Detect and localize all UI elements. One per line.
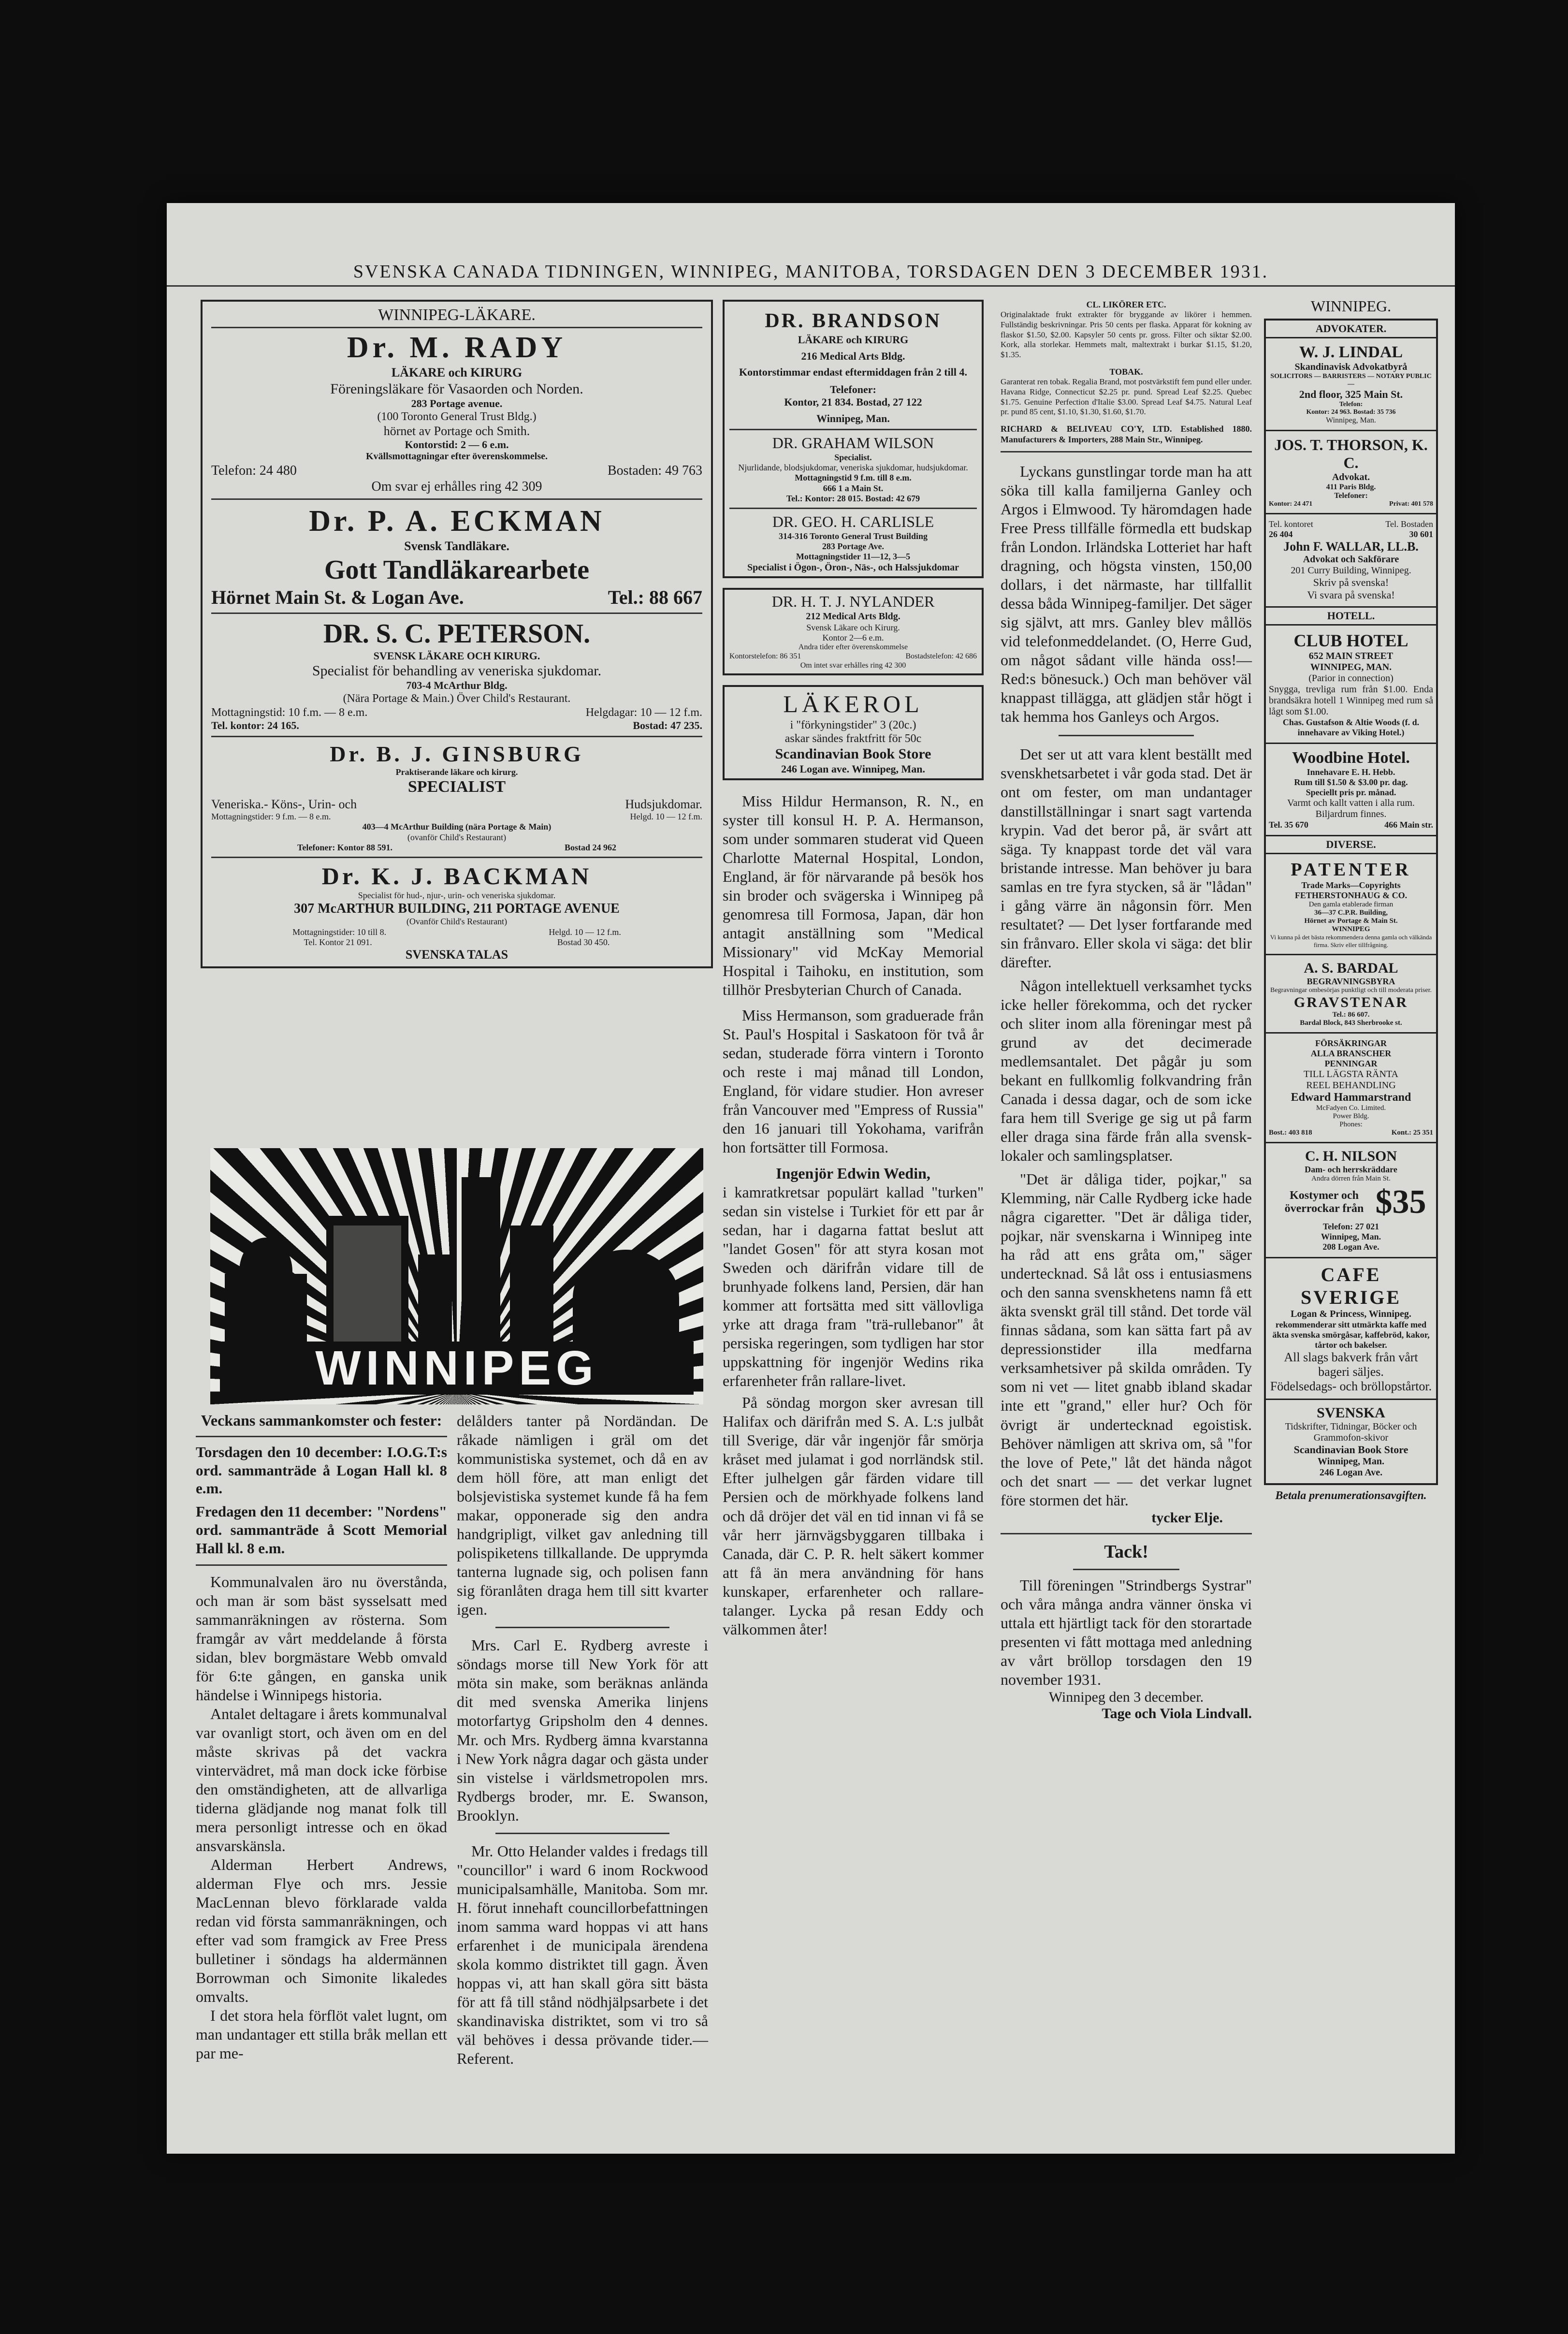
winnipeg-banner-image [210, 1148, 703, 1404]
ad-line: LÄKARE och KIRURG [798, 333, 909, 346]
ad-line: Tel. kontoret [1269, 519, 1313, 529]
doctors-box [201, 300, 713, 968]
ad-line: Advokat och Sakförare [1303, 554, 1399, 565]
ad-line: Phones: [1339, 1120, 1363, 1128]
column-5 [1264, 297, 1438, 1503]
ad-phone: Kontorstelefon: 86 351 [729, 652, 801, 660]
ad-phone: Tel.: Kontor: 28 015. Bostad: 42 679 [786, 493, 920, 503]
ad-line: Veneriska.- Köns-, Urin- och [211, 797, 357, 811]
ad-phone: Kontor: 24 471 [1269, 500, 1313, 508]
ad-line: Telefon: [1339, 400, 1363, 408]
ad-line: (100 Toronto General Trust Bldg.) [377, 410, 537, 423]
ad-name: DR. H. T. J. NYLANDER [771, 593, 935, 611]
ad-line: Kvällsmottagningar efter överenskommelse. [365, 451, 548, 462]
column-3-text [723, 792, 984, 1639]
ad-line: Skandinavisk Advokatbyrå [1294, 361, 1408, 372]
ad-line: Kontor 2—6 e.m. [822, 632, 884, 642]
ad-patenter [1266, 854, 1436, 955]
paragraph: Mrs. Carl E. Rydberg avreste i söndags morse till New York för att möta sin make, som beräknas anlända dit med svenska Amerika linjens motorfartyg Gripsholm den 4 dennes. Mr. och Mrs. Rydberg ämna kvarstanna i New York några dagar och gästa under sin vistelse i världsmetropolen mrs. Rydbergs broder, mr. E. Swanson, Brooklyn. [457, 1636, 708, 1824]
paragraph: Miss Hildur Hermanson, R. N., en syster till konsul H. P. A. Hermanson, som under sommaren studerat vid Queen Charlotte Maternal Hospital, London, England, är för närvarande på besök hos sin broder och svägerska i Winnipeg på genomresa till Formosa, Japan, där hon antagit anställning som "Medical Missionary" vid McKay Memorial Hospital i Taihoku, en institution, som tillhör Presbyterian Church of Canada. [723, 792, 984, 998]
ad-line: Föreningsläkare för Vasaorden och Norden. [330, 380, 583, 397]
ad-line: Mottagningstid: 10 f.m. — 8 e.m. [211, 706, 368, 719]
ad-phones [729, 652, 977, 661]
ad-name: Dr. M. RADY [347, 331, 567, 365]
ad-line: Rum till $1.50 & $3.00 pr. dag. [1294, 777, 1408, 787]
ad-name: John F. WALLAR, LL.B. [1283, 539, 1419, 554]
ad-price: $35 [1375, 1183, 1426, 1221]
ad-line: Mottagningstider: 9 f.m. — 8 e.m. [211, 812, 331, 822]
ad-phone: Tel.: 86 607. [1332, 1010, 1370, 1019]
ad-address [211, 586, 702, 609]
ad-phone: Bostadstelefon: 42 686 [905, 652, 977, 660]
ad-line: Om intet svar erhålles ring 42 300 [800, 661, 906, 670]
ad-phones [1269, 820, 1433, 830]
ad-line: Gott Tandläkarearbete [324, 554, 590, 585]
ad-line: Bardal Block, 843 Sherbrooke st. [1300, 1019, 1402, 1027]
tack-place: Winnipeg den 3 december. [1048, 1689, 1204, 1705]
newspaper-page [167, 203, 1455, 2154]
ad-club-hotel [1266, 626, 1436, 744]
ad-phone: Bost.: 403 818 [1269, 1128, 1312, 1137]
ad-line: Vi kunna på det bästa rekommendera denna gamla och välkända firma. Skriv eller tillfrågning. [1270, 933, 1432, 948]
paragraph: Antalet deltagare i årets kommunalval var ovanligt stort, och även om en del måste skrivas på det vackra vintervädret, må man dock icke förbise den omständigheten, att de allvarliga tiderna glädjande nog manat folk till mera personligt intresse och en ökad ansvarskänsla. [196, 1705, 447, 1855]
ad-line: (ovanför Child's Restaurant) [407, 832, 507, 842]
column-4 [1001, 300, 1252, 1722]
paragraph: delålders tanter på Nordändan. De råkade nämligen i gräl om det kommunistiska systemet, och då en av dem höll före, att man enligt det bolsjevistiska systemet kunde få ha fem makar, opponerade sig den andra handgripligt, vilket gav anledning till polispiketens tillkallande. De upprymda tanterna lugnade sig, och polisen fann sig föranlåten draga hem till sitt kvarter igen. [457, 1412, 708, 1619]
ad-line: 283 Portage avenue. [411, 397, 503, 410]
ad-line: Den gamla etablerade firman [1308, 900, 1394, 908]
ad-line: All slags bakverk från vårt bageri säljes. [1284, 1350, 1418, 1379]
tack-title: Tack! [1104, 1541, 1148, 1562]
ad-name: SVENSKA [1317, 1404, 1385, 1421]
ad-wilson [729, 434, 977, 504]
ad-line: SPECIALIST [407, 778, 506, 796]
ad-line: 307 McARTHUR BUILDING, 211 PORTAGE AVENUE [294, 901, 620, 917]
ad-line: hörnet av Portage och Smith. [383, 423, 530, 438]
paragraph: Kommunalvalen äro nu överstånda, och man är som bäst sysselsatt med sammanräkningen av rösterna. Som framgår av vårt meddelande å första sidan, blev borgmästare Webb omvald för 6:te gången, en ganska unik händelse i Winnipegs historia. [196, 1573, 447, 1704]
ad-line: BEGRAVNINGSBYRA [1307, 976, 1395, 986]
ad-price-row [1269, 1183, 1433, 1222]
paragraph: På söndag morgon sker avresan till Halifax och därifrån med S. A. L:s julbåt till Sverige, där vår ingenjör får smörja kråset med julamat i god norrländsk stil. Efter julhelgen går färden vidare till Persien och de mörkhyade folkens land och då dröjer det väl en tid innan vi få se vår herr järnvägsbyggaren tillbaka i Canada, där C. P. R. helt säkert kommer att få än mera användning för hans kunskaper, erfarenheter och rallare-talanger. Lycka på resan Eddy och välkommen åter! [723, 1394, 984, 1638]
column-1 [201, 300, 713, 968]
ad-line: FÖRSÄKRINGAR [1315, 1038, 1387, 1048]
ad-line: Mottagningstid 9 f.m. till 8 e.m. [795, 473, 912, 483]
ad-line: Winnipeg, Man. [1321, 1231, 1381, 1241]
ad-line: Specialist för behandling av veneriska sjukdomar. [312, 663, 602, 679]
paragraph: Mr. Otto Helander valdes i fredags till "councillor" i ward 6 inom Rockwood municipalsamhälle, Manitoba. Som mr. H. förut innehaft councillorbefattningen inom samma ward hoppas vi att hans erfarenhet i de municipala ärendena skola kommo distriktet till gagn. Även hoppas vi, att han skall göra sitt bästa för att få till stånd nödhjälpsarbete i det skandinaviska distriktet, som vi tro så väl behöves i dessa prövande tider.—Referent. [457, 1842, 708, 2067]
ad-line: 201 Curry Building, Winnipeg. [1291, 565, 1411, 576]
ad-line: Tidskrifter, Tidningar, Böcker och Grammofon-skivor [1285, 1421, 1417, 1443]
ad-line: Helgdagar: 10 — 12 f.m. [585, 706, 702, 719]
ad-carlisle [729, 513, 977, 573]
tack-signature: Tage och Viola Lindvall. [1102, 1705, 1252, 1721]
ad-line: Kontorstimmar endast eftermiddagen från 2 till 4. [739, 366, 967, 379]
section-title: ADVOKATER. [1315, 322, 1387, 335]
ad-phone: Tel.: 88 667 [608, 586, 702, 608]
ad-phone: Privat: 401 578 [1389, 500, 1433, 508]
ad-line: Innehavare E. H. Hebb. [1307, 767, 1395, 777]
ad-name: Edward Hammarstrand [1291, 1091, 1411, 1104]
ad-line: GRAVSTENAR [1293, 994, 1408, 1010]
box-title: WINNIPEG-LÄKARE. [378, 306, 536, 324]
tobak-body: Garanterat ren tobak. Regalia Brand, mot postvärkstift fem pund eller under. Havana Ridge, Connecticut $2.25 pr. pund. Spread Leaf $2.25. Quebec $1.75. Genuine Perfection d'Italie $3.00. Spread Leaf $4.75. Natural Leaf pr. pund 85 cent, $1.10, $1.30, $1.60, $1.70. [1001, 377, 1252, 417]
ad-line: Helgd. 10 — 12 f.m. [630, 812, 702, 822]
ad-phones [1269, 519, 1433, 529]
ad-cafe-sverige [1266, 1258, 1436, 1400]
ad-line: Om svar ej erhålles ring 42 309 [371, 479, 542, 494]
ad-forsakringar [1266, 1034, 1436, 1143]
ad-line: Kostymer och överrockar från [1284, 1189, 1364, 1215]
ad-line: i "förkyningstider" 3 (20c.) [790, 718, 916, 731]
ad-line: Andra tider efter överenskommelse [798, 643, 908, 652]
ad-line: Specialist för hud-, njur-, urin- och veneriska sjukdomar. [358, 890, 556, 901]
ad-name: JOS. T. THORSON, K. C. [1274, 436, 1428, 471]
column-1-text [196, 1412, 447, 2063]
ad-line: 466 Main str. [1384, 819, 1433, 830]
richard-ad: RICHARD & BELIVEAU CO'Y, LTD. Established 1880. Manufacturers & Importers, 288 Main Str., Winnipeg. [1001, 424, 1252, 445]
doctors-box-2 [723, 300, 984, 578]
paragraph: Det ser ut att vara klent beställt med svenskhetsarbetet i vår goda stad. Det är ont om fester, om man undantager danstillställningar i snart sagt vartenda krypin. Vad det beror på, är svårt att säga. Ty knappast torde det väl vara bristande intresse. Man behöver ju bara samlas en tre fyra stycken, så är "lådan" i gång värre än någonsin förr. Men resultatet? — Det lyser fortfarande med sin frånvaro. Eller skola vi säga: det blir därefter. [1001, 745, 1252, 971]
ad-phone: 26 404 [1269, 529, 1293, 539]
ad-line: 36—37 C.P.R. Building, [1314, 908, 1388, 917]
ad-line: Winnipeg, Man. [1326, 416, 1376, 424]
ad-line: 652 MAIN STREET [1308, 650, 1394, 661]
ad-line: 314-316 Toronto General Trust Building [778, 531, 928, 541]
subscription-note: Betala prenumerationsavgiften. [1275, 1489, 1427, 1502]
tobak-title: TOBAK. [1109, 366, 1143, 377]
ad-line: Varmt och kallt vatten i alla rum. [1287, 797, 1415, 808]
ad-svenska-bookstore [1266, 1400, 1436, 1483]
ad-wallar [1266, 514, 1436, 608]
ad-phone: Tel. Kontor 21 091. [304, 937, 372, 947]
ad-line: Specialist i Ögon-, Öron-, Näs-, och Halssjukdomar [747, 562, 959, 573]
section-title: DIVERSE. [1326, 838, 1376, 850]
paragraph: Någon intellektuell verksamhet tycks icke heller förekomma, och det rycker och sliter inom alla föreningar mest på grund av det decimerade medlemsantalet. Det pågår ju som bekant en fullkomlig folkvandring från Canada i dessa dagar, och de som icke fara hem till Sverige ge sig ut på farm eller draga sina färde från alla svensk-lokaler och samlingsplatser. [1001, 977, 1252, 1165]
ad-name: DR. GEO. H. CARLISLE [772, 513, 934, 531]
ad-line: askar sändes fraktfritt för 50c [784, 732, 922, 745]
ad-line: ALLA BRANSCHER [1310, 1048, 1392, 1058]
ad-name: CAFE SVERIGE [1300, 1263, 1402, 1308]
paragraph: Till föreningen "Strindbergs Systrar" och våra många andra vänner önska vi uttala ett hjärtligt tack för den storartade presenten vi fått mottaga med anledning av vårt bröllop torsdagen den 19 november 1931. [1001, 1576, 1252, 1688]
ad-line: 403—4 McArthur Building (nära Portage & Main) [362, 822, 552, 832]
ad-line: TILL LÄGSTA RÄNTA [1303, 1068, 1399, 1079]
ad-line: 283 Portage Ave. [822, 541, 885, 552]
ad-line: Födelsedags- och bröllopstårtor. [1270, 1379, 1432, 1393]
ad-name: W. J. LINDAL [1299, 343, 1403, 361]
ad-name: LÄKEROL [783, 690, 923, 717]
ad-line: Chas. Gustafson & Altie Woods (f. d. innehavare av Viking Hotel.) [1282, 717, 1420, 737]
ad-line: Logan & Princess, Winnipeg. [1291, 1308, 1411, 1319]
ad-phones [211, 937, 702, 948]
ad-phone: Telefoner: Kontor 88 591. [297, 842, 392, 852]
ad-line: 216 Medical Arts Bldg. [801, 350, 905, 362]
ad-name: A. S. BARDAL [1304, 960, 1398, 976]
ad-name: Dr. P. A. ECKMAN [309, 504, 605, 538]
ad-line: LÄKARE och KIRURG [391, 365, 523, 380]
ad-line: Mottagningstider 11—12, 3—5 [796, 552, 911, 562]
ad-line: Hörnet Main St. & Logan Ave. [211, 586, 464, 608]
ad-line: Praktiserande läkare och kirurg. [395, 767, 518, 777]
ad-line: Telefoner: [830, 383, 876, 396]
paragraph: I det stora hela förflöt valet lugnt, om man undantager ett stilla bråk mellan ett par me- [196, 2007, 447, 2062]
ad-line: 212 Medical Arts Bldg. [806, 611, 900, 622]
ad-phone: Kont.: 25 351 [1391, 1128, 1433, 1137]
ad-phone: Tel. 35 670 [1269, 819, 1308, 830]
ad-line: Scandinavian Book Store [1293, 1443, 1408, 1456]
ad-line: (Ovanför Child's Restaurant) [406, 917, 508, 927]
ad-line: (Nära Portage & Main.) Över Child's Restaurant. [343, 692, 571, 705]
ad-phone: Bostad 30 450. [557, 937, 610, 947]
ad-nilson [1266, 1143, 1436, 1258]
ad-line: SOLICITORS — BARRISTERS — NOTARY PUBLIC — [1270, 372, 1432, 388]
ad-line: SVENSK LÄKARE OCH KIRURG. [373, 650, 540, 662]
ad-line: Power Bldg. [1333, 1112, 1369, 1120]
ad-line: Andra dörren från Main St. [1311, 1174, 1391, 1182]
weekly-title: Veckans sammankomster och fester: [201, 1412, 442, 1429]
ad-name: C. H. NILSON [1305, 1148, 1397, 1164]
ad-line: Hörnet av Portage & Main St. [1304, 917, 1398, 925]
ad-name: Dr. B. J. GINSBURG [330, 741, 584, 766]
ad-line: Snygga, trevliga rum från $1.00. Enda brandsäkra hotell 1 Winnipeg med rum så lågt som $1.00. [1269, 684, 1433, 717]
ad-line: 411 Paris Bldg. [1326, 482, 1376, 491]
likor-body: Originalaktade frukt extrakter för bryggande av likörer i hemmen. Fullständig beskrivningar. Pris 50 cents per flaska. Apparat för kokning av flaskor $1.50, $2.00. Kapsyler 50 cents pr. gross. Filter och siktar $2.00. Kork, alla storlekar. Hemmets malt, maltextrakt i burkar $1.15, $1.20, $1.35. [1001, 310, 1252, 360]
paragraph: Alderman Herbert Andrews, alderman Flye och mrs. Jessie MacLennan blevo förklarade valda redan vid första sammanräkningen, och efter vad som framgick av Free Press bulletiner i söndags ha aldermännen Borrowman och Simonite likaledes omvalts. [196, 1856, 447, 2006]
ad-phone: Bostad 24 962 [564, 842, 616, 852]
ad-name: DR. S. C. PETERSON. [323, 618, 591, 649]
ad-eckman [211, 504, 702, 609]
ad-line: 246 Logan ave. Winnipeg, Man. [781, 762, 926, 775]
ad-line-row [211, 797, 702, 812]
section-title: HOTELL. [1327, 609, 1375, 622]
ad-line: Trade Marks—Copyrights [1301, 880, 1401, 890]
ad-phone: Tel. kontor: 24 165. [211, 719, 299, 731]
ad-phone: Bostaden: 49 763 [608, 463, 702, 478]
ad-name: DR. BRANDSON [765, 310, 942, 332]
signature: tycker Elje. [1151, 1509, 1223, 1526]
ad-line: 246 Logan Ave. [1319, 1467, 1383, 1478]
ad-line: Specialist. [834, 452, 872, 463]
weekly-item: Torsdagen den 10 december: I.O.G.T:s ord. sammanträde å Logan Hall kl. 8 e.m. [196, 1443, 447, 1497]
ad-line: Tel. Bostaden [1385, 519, 1433, 529]
ad-line: FETHERSTONHAUG & CO. [1294, 890, 1408, 900]
ad-line: Kontor, 21 834. Bostad, 27 122 [784, 396, 922, 408]
ad-lindal [1266, 338, 1436, 431]
ad-hours [211, 812, 702, 822]
ad-lakerol [723, 685, 984, 780]
ad-line: Svensk Tandläkare. [404, 539, 509, 554]
ad-phone: Telefon: 27 021 [1322, 1221, 1379, 1231]
ad-name: DR. GRAHAM WILSON [772, 434, 934, 452]
subheading: Ingenjör Edwin Wedin, [776, 1165, 930, 1182]
ad-line: 208 Logan Ave. [1322, 1241, 1379, 1252]
ad-name: CLUB HOTEL [1293, 630, 1408, 650]
ad-line: WINNIPEG [1332, 925, 1370, 933]
ad-line: Speciellt pris pr. månad. [1306, 787, 1396, 797]
ad-phones [1269, 529, 1433, 540]
ad-thorson [1266, 431, 1436, 514]
paragraph: "Det är dåliga tider, pojkar," sa Klemming, när Calle Rydberg icke hade några cigaretter. "Det är dåliga tider, pojkar, när svenskarna i Winnipeg inte ha råd att ens gråta om," säger undertecknad. Så låt oss i entusiasmens och den sanna svenskhetens namn få ett äkta svenskt gräl till stånd. Det torde väl finnas sådana, som kan sätta fart på av depressionstider illa medfarna verksamhetsiver på skilda områden. Ty som ni vet — litet gnabb ibland skadar inte ett "grand," eller hur? Och för övrigt är undertecknad egoistisk. Behöver nämligen att skriva om, så "for the love of Pete," låt det hända något och det snart — — det verkar lugnet före stormen det här. [1001, 1170, 1252, 1509]
ad-line: 703-4 McArthur Bldg. [406, 679, 508, 692]
ad-line: Kontorstid: 2 — 6 e.m. [405, 438, 509, 451]
ad-nylander [723, 588, 984, 675]
ad-name: Woodbine Hotel. [1292, 748, 1410, 767]
ad-woodbine [1266, 744, 1436, 836]
ad-line: Hudsjukdomar. [625, 797, 702, 811]
ad-line: 666 1 a Main St. [823, 483, 884, 493]
column-2-text [457, 1412, 708, 2068]
ad-name: PATENTER [1291, 859, 1411, 880]
ad-hours [211, 706, 702, 719]
ad-line: rekommenderar sitt utmärkta kaffe med äkta svenska smörgåsar, kaffebröd, kakor, tårtor och bakelser. [1272, 1319, 1430, 1350]
ad-phones [211, 843, 702, 853]
ad-line: Mottagningstider: 10 till 8. [292, 927, 387, 937]
ad-line: PENNINGAR [1324, 1058, 1378, 1068]
ad-line: Telefoner: [1334, 491, 1368, 500]
ad-bardal [1266, 955, 1436, 1034]
ad-name: Dr. K. J. BACKMAN [321, 862, 592, 890]
banner-word: WINNIPEG [220, 1342, 694, 1395]
ad-line: Njurlidande, blodsjukdomar, veneriska sjukdomar, hudsjukdomar. [738, 463, 968, 473]
ad-phones [211, 719, 702, 732]
ad-line: Winnipeg, Man. [1318, 1456, 1384, 1467]
ad-rady [211, 330, 702, 495]
ad-line: SVENSKA TALAS [405, 948, 508, 962]
paragraph: Miss Hermanson, som graduerade från St. Paul's Hospital i Saskatoon för två år sedan, studerade förra vintern i Toronto och reste i maj månad till London, England, för vidare studier. Hon avreser från Vancouver med "Empress of Russia" den 16 januari till Yokohama, varifrån hon fortsätter till Formosa. [723, 1006, 984, 1156]
ad-phones [211, 463, 702, 479]
ad-line: Svensk Läkare och Kirurg. [806, 622, 900, 632]
ad-phone: 30 601 [1409, 529, 1433, 539]
ad-line: Winnipeg, Man. [816, 412, 890, 425]
ad-phones [1269, 500, 1433, 508]
ad-line: Dam- och herrskräddare [1305, 1164, 1397, 1174]
ad-peterson [211, 618, 702, 732]
ad-phone: Telefon: 24 480 [211, 463, 297, 478]
paragraph: Lyckans gunstlingar torde man ha att söka till kalla familjerna Ganley och Argos i Elmwood. Ty häromdagen hade Free Press tillfälle förmedla ett budskap från London. Irländska Lotteriet har haft dragning, och högsta vinsten, 150,00 dollars, i det närmaste, har tillfallit dessa båda Winnipeg-familjer. Det säger sig självt, att mrs. Ganley blev mållös vid telefonmeddelandet. (O, Herre Gud, om något sådant ville hända oss!—Red:s bönesuck.) Och man behöver väl knappast tillägga, att glädjen står högt i tak hemma hos Ganleys och Argos. [1001, 462, 1252, 726]
ad-phone: Kontor: 24 963. Bostad: 35 736 [1306, 408, 1396, 416]
ad-phone: Bostad: 47 235. [633, 719, 702, 731]
paragraph: i kamratkretsar populärt kallad "turken" sedan sin vistelse i Turkiet för ett par år sedan, har i dagarna fattat beslut att "landet Gosen" för att styra kosan mot Sweden och därifrån vidare till de brunhyade folkens land, Persien, där han kommer att fortsätta med sitt vällovliga yrke att draga fram "trä-rullebanor" åt persiska regeringen, som tydligen har stor uppskattning för ingenjör Wedins rika erfarenheter från rallare-livet. [723, 1183, 984, 1390]
ad-line: (Parior in connection) [1308, 672, 1394, 684]
ad-line: 2nd floor, 325 Main St. [1299, 388, 1403, 400]
ad-line: REEL BEHANDLING [1306, 1079, 1396, 1091]
ad-line: McFadyen Co. Limited. [1316, 1104, 1386, 1112]
ad-brandson [729, 309, 977, 425]
ad-backman [211, 862, 702, 963]
ad-line: WINNIPEG, MAN. [1310, 661, 1392, 672]
weekly-item: Fredagen den 11 december: "Nordens" ord. sammanträde å Scott Memorial Hall kl. 8 e.m. [196, 1503, 447, 1557]
column-title: WINNIPEG. [1310, 297, 1392, 315]
ad-phones [1269, 1129, 1433, 1137]
ad-hours [211, 927, 702, 937]
column-3 [723, 300, 984, 1639]
ad-line: Advokat. [1332, 471, 1370, 482]
ad-ginsburg [211, 741, 702, 853]
directory-box [1264, 319, 1438, 1485]
ad-line: Skriv på svenska! [1313, 576, 1389, 588]
likor-title: CL. LIKÖRER ETC. [1086, 300, 1166, 309]
ad-line: Scandinavian Book Store [775, 746, 931, 762]
ad-line: Begravningar ombesörjas punktligt och till moderata priser. [1270, 986, 1432, 994]
ad-line: Biljardrum finnes. [1315, 808, 1387, 819]
page-header: SVENSKA CANADA TIDNINGEN, WINNIPEG, MANITOBA, TORSDAGEN DEN 3 DECEMBER 1931. [167, 261, 1455, 287]
ad-line: Helgd. 10 — 12 f.m. [549, 927, 621, 937]
ad-line: Vi svara på svenska! [1307, 588, 1395, 601]
